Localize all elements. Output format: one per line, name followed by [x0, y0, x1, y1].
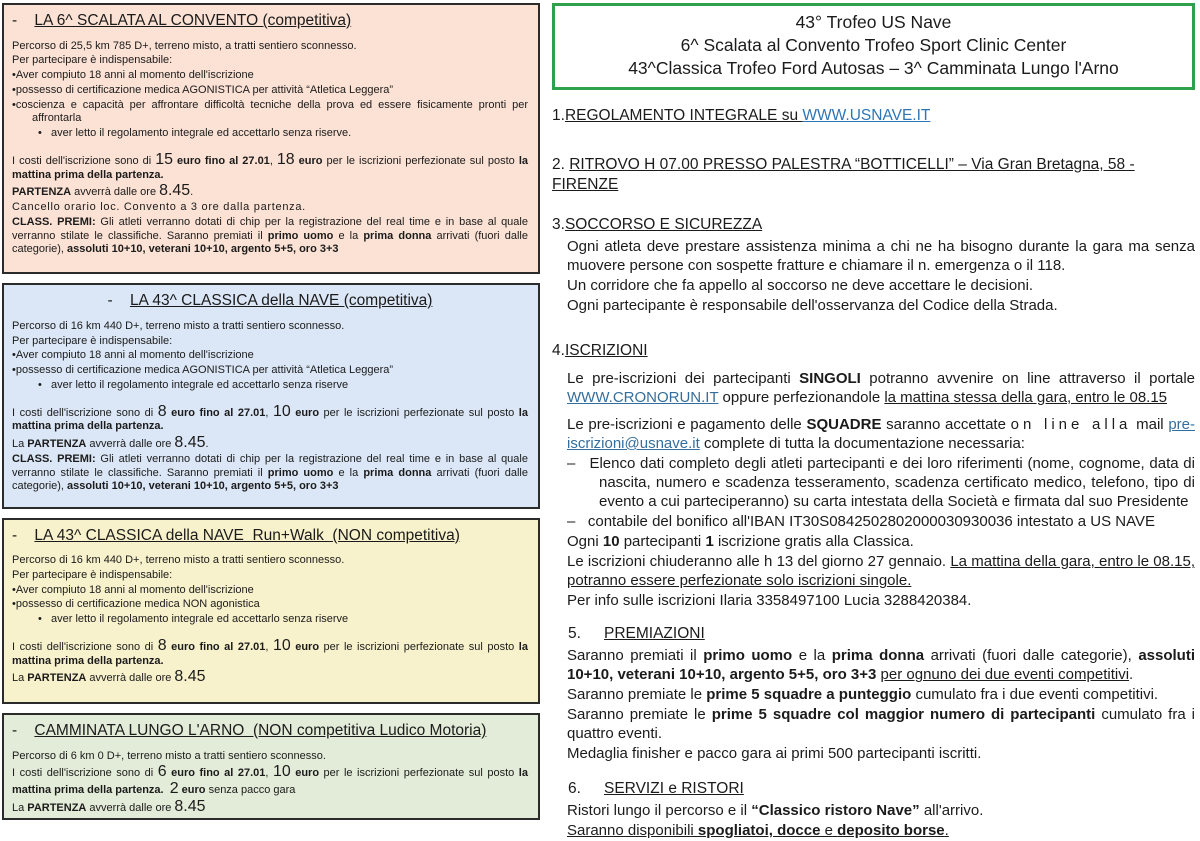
text-run: per ognuno dei due eventi competitivi [880, 666, 1130, 684]
paragraph [567, 276, 1195, 295]
text-run: 10 [272, 402, 291, 420]
race-box-camminata [2, 713, 540, 820]
text-run: 6. [568, 780, 581, 798]
box-title-camminata [12, 722, 528, 741]
text-run: 1. [552, 107, 565, 125]
text-run: PARTENZA [27, 672, 87, 685]
text-run: complete di tutta la documentazione necessaria: [699, 434, 1025, 452]
text-run: cumulato fra i due eventi competitivi. [911, 686, 1159, 704]
paragraph [12, 669, 528, 686]
paragraph [567, 744, 1195, 763]
text-run: prime 5 squadre a punteggio [706, 686, 912, 704]
text-run: Per partecipare è indispensabile: [12, 334, 173, 347]
text-run: CLASS. PREMI: [12, 215, 96, 228]
paragraph [12, 183, 528, 200]
paragraph [12, 216, 528, 257]
text-run: euro fino al 27.01 [173, 154, 270, 167]
text-run: euro [290, 406, 320, 419]
paragraph [567, 685, 1195, 704]
paragraph [567, 512, 1195, 531]
text-run: LA 6^ SCALATA AL CONVENTO (competitiva) [34, 12, 352, 29]
text-run: euro fino al 27.01 [166, 767, 266, 780]
paragraph [567, 552, 1195, 590]
text-run: , [269, 154, 277, 167]
text-run: Saranno premiate le [567, 706, 712, 724]
text-run: Per partecipare è indispensabile: [12, 568, 173, 581]
text-run: saranno accettate [881, 415, 1011, 433]
text-run: euro fino al 27.01 [166, 406, 266, 419]
paragraph [567, 415, 1195, 453]
text-run: 3. [552, 216, 565, 234]
paragraph [567, 705, 1195, 743]
text-run: primo uomo [267, 466, 334, 479]
text-run: partecipanti [619, 533, 706, 551]
text-run: assoluti 10+10, veterani 10+10, argento 5+5, oro 3+3 [67, 480, 339, 493]
text-run: avverrà dalle ore [86, 438, 175, 451]
section-regolamento [552, 106, 1195, 128]
text-run: La mattina della gara, entro le 08.15, potranno essere perfezionate solo iscrizioni singole. [567, 553, 1195, 590]
text-run: 6 [157, 763, 167, 781]
text-run: Le pre-iscrizioni e pagamento delle [567, 415, 807, 433]
text-run: 8.45 [159, 182, 191, 200]
text-run: PARTENZA [27, 801, 87, 814]
text-run: Medaglia finisher e pacco gara ai primi 500 partecipanti iscritti. [567, 745, 982, 763]
text-run: prime 5 squadre col maggior numero di partecipanti [711, 706, 1096, 724]
text-run: e [820, 822, 838, 840]
paragraph [567, 369, 1195, 407]
text-run: Ristori lungo il percorso e il [567, 802, 752, 820]
paragraph [12, 349, 528, 363]
paragraph [12, 598, 528, 612]
text-run: la mattina prima della partenza. [12, 154, 528, 181]
text-run: I costi dell'iscrizione sono di [12, 767, 158, 780]
text-run: • aver letto il regolamento integrale ed accettarlo senza riserve. [38, 127, 352, 140]
text-run: potranno avvenire on line attraverso il portale [860, 369, 1196, 387]
text-run: 10 [272, 763, 291, 781]
text-run: 5. [568, 625, 581, 643]
text-run: CAMMINATA LUNGO L'ARNO (NON competitiva Ludico Motoria) [34, 722, 487, 740]
section-heading-regolamento [552, 106, 1195, 126]
text-run: SQUADRE [806, 415, 882, 433]
text-run: Percorso di 25,5 km 785 D+, terreno misto, a tratti sentiero sconnesso. [12, 39, 357, 52]
text-run: 18 [276, 150, 295, 168]
text-run: e la [333, 466, 364, 479]
section-ritrovo [552, 155, 1195, 196]
text-run: 4. [552, 342, 565, 360]
text-run: per le iscrizioni perfezionate sul posto [319, 640, 519, 653]
text-run: cumulato fra i quattro eventi. [567, 706, 1195, 743]
text-run: Per partecipare è indispensabile: [12, 54, 173, 67]
text-run: “Classico ristoro Nave” [751, 802, 920, 820]
text-run: CLASS. PREMI: [12, 452, 96, 465]
text-run: . [1129, 666, 1134, 684]
text-run: deposito borse [837, 822, 945, 840]
paragraph [12, 554, 528, 568]
text-run: Un corridore che fa appello al soccorso ne deve accettare le decisioni. [567, 277, 1034, 295]
text-run: SINGOLI [799, 369, 861, 387]
text-run: 8.45 [174, 668, 206, 686]
paragraph [12, 201, 528, 215]
text-run: Le iscrizioni chiuderanno alle h 13 del giorno 27 gennaio. [567, 553, 951, 571]
text-run: euro [178, 784, 206, 797]
section-heading-soccorso [552, 215, 1195, 235]
text-run: prima donna [363, 229, 432, 242]
text-run: arrivati (fuori dalle categorie), [924, 647, 1139, 665]
text-run: Cancello orario loc. Convento a 3 ore dalla partenza. [12, 201, 306, 214]
text-run: SOCCORSO E SICUREZZA [564, 216, 763, 234]
text-run: Gli atleti verranno dotati di chip per la registrazione del real time e in base al quale verranno stilate le classifiche. Saranno premiati il [12, 452, 528, 479]
text-run: Ogni partecipante è responsabile dell'osservanza del Codice della Strada. [567, 297, 1058, 315]
text-run: senza pacco gara [205, 784, 296, 797]
paragraph [12, 99, 528, 127]
text-run: per le iscrizioni perfezionate sul posto [322, 154, 519, 167]
race-box-scalata [2, 3, 540, 274]
text-run: iscrizione gratis alla Classica. [713, 533, 914, 551]
text-run: I costi dell'iscrizione sono di [12, 154, 156, 167]
paragraph [12, 799, 528, 816]
left-column [2, 3, 540, 820]
text-run: 15 [155, 150, 174, 168]
text-run: •possesso di certificazione medica NON agonistica [12, 598, 260, 611]
text-run: Gli atleti verranno dotati di chip per la registrazione del real time e in base al quale verranno stilate le classifiche. Saranno premiati il [12, 215, 528, 242]
usnave-link[interactable]: WWW.USNAVE.IT [802, 107, 931, 125]
text-run: avverrà dalle ore [86, 672, 175, 685]
paragraph [567, 821, 1195, 840]
right-column [548, 3, 1198, 840]
text-run: La [12, 438, 28, 451]
event-title-line-1: 43° Trofeo US Nave [795, 12, 952, 32]
text-run: Percorso di 6 km 0 D+, terreno misto a tratti sentiero sconnesso. [12, 749, 326, 762]
paragraph [12, 569, 528, 583]
section-heading-premiazioni [568, 624, 1195, 644]
text-run: I costi dell'iscrizione sono di [12, 406, 158, 419]
paragraph [567, 296, 1195, 315]
text-run: mail [1131, 415, 1169, 433]
text-run: , [265, 640, 273, 653]
text-run: avverrà dalle ore [71, 186, 160, 199]
text-run: ISCRIZIONI [564, 342, 648, 360]
text-run: - [12, 526, 35, 544]
text-run: 1 [705, 533, 714, 551]
text-run: LA 43^ CLASSICA della NAVE Run+Walk (NON competitiva) [34, 526, 460, 544]
text-run: Saranno disponibili [567, 822, 698, 840]
paragraph [567, 237, 1195, 275]
event-title-line-3: 43^Classica Trofeo Ford Autosas – 3^ Camminata Lungo l'Arno [628, 58, 1119, 79]
text-run: – [567, 513, 588, 531]
text-run: La [12, 672, 28, 685]
paragraph [12, 453, 528, 494]
paragraph [12, 764, 528, 798]
section-heading-iscrizioni [552, 341, 1195, 361]
text-run: all'arrivo. [919, 802, 984, 820]
text-run: Percorso di 16 km 440 D+, terreno misto a tratti sentiero sconnesso. [12, 554, 345, 567]
text-run: , [265, 406, 273, 419]
text-run: •Aver compiuto 18 anni al momento dell'iscrizione [12, 349, 254, 362]
text-run: per le iscrizioni perfezionate sul posto [319, 406, 519, 419]
section-heading-ritrovo [552, 155, 1195, 194]
text-run: euro [290, 767, 320, 780]
box-title-scalata [12, 12, 528, 31]
paragraph [567, 801, 1195, 820]
text-run: I costi dell'iscrizione sono di [12, 640, 158, 653]
preiscrizioni-email-link[interactable]: pre-iscrizioni@usnave.it [567, 415, 1195, 452]
text-run: primo uomo [267, 229, 334, 242]
text-run: . [190, 186, 194, 199]
text-run: Ogni [567, 533, 603, 551]
box-title-classica [12, 292, 528, 311]
paragraph [12, 335, 528, 349]
text-run: la mattina prima della partenza. [12, 640, 528, 667]
paragraph [12, 127, 528, 141]
text-run: •coscienza e capacità per affrontare difficoltà tecniche della prova ed essere fisicamente pronti per affrontarla [12, 98, 528, 125]
section-heading-servizi [568, 779, 1195, 799]
paragraph [12, 750, 528, 764]
text-run: e la [792, 647, 832, 665]
text-run: 2 [169, 780, 179, 798]
text-run: 2. [552, 155, 570, 173]
cronorun-link[interactable]: WWW.CRONORUN.IT [567, 388, 719, 406]
text-run: RITROVO H 07.00 PRESSO PALESTRA “BOTTICELLI” – Via Gran Bretagna, 58 - FIRENZE [552, 155, 1135, 193]
text-run: Percorso di 16 km 440 D+, terreno misto a tratti sentiero sconnesso. [12, 319, 345, 332]
paragraph [567, 454, 1195, 511]
text-run: 10 [272, 636, 291, 654]
text-run: •possesso di certificazione medica AGONISTICA per attività “Atletica Leggera” [12, 364, 394, 377]
text-run: Saranno premiate le [567, 686, 707, 704]
section-servizi [552, 779, 1195, 841]
text-run: - [12, 722, 35, 740]
text-run: Per info sulle iscrizioni Ilaria 3358497100 Lucia 3288420384. [567, 592, 972, 610]
text-run: prima donna [831, 647, 925, 665]
text-run: Le pre-iscrizioni dei partecipanti [567, 369, 800, 387]
text-run: Saranno premiati il [567, 647, 704, 665]
paragraph [12, 40, 528, 54]
paragraph [12, 584, 528, 598]
text-run: arrivati (fuori dalle categorie), [12, 466, 528, 493]
paragraph [12, 613, 528, 627]
text-run: Elenco dati completo degli atleti partecipanti e dei loro riferimenti (nome, cognome, data di nascita, numero e scadenza tesseramento, scadenza certificato medico, telefono, tipo di evento a cui parteciperanno) su carta intestata della Società e firmata dal suo Presidente [589, 455, 1195, 511]
text-run: assoluti 10+10, veterani 10+10, argento 5+5, oro 3+3 [67, 243, 339, 256]
text-run: 8 [157, 402, 167, 420]
paragraph [567, 591, 1195, 610]
text-run: spogliatoi, docce [697, 822, 821, 840]
text-run: assoluti 10+10, veterani 10+10, argento 5+5, oro 3+3 [567, 647, 1195, 684]
box-title-runwalk [12, 527, 528, 546]
text-run: La [12, 801, 28, 814]
text-run: Ogni atleta deve prestare assistenza minima a chi ne ha bisogno durante la gara ma senza muovere persone con sospette fratture e chiamare il n. emergenza o il 118. [567, 237, 1195, 275]
text-run: PREMIAZIONI [604, 625, 705, 643]
text-run: •possesso di certificazione medica AGONISTICA per attività “Atletica Leggera” [12, 83, 394, 96]
text-run: • aver letto il regolamento integrale ed accettarlo senza riserve [38, 613, 349, 626]
text-run: 8 [157, 636, 167, 654]
text-run: oppure perfezionandole [718, 388, 885, 406]
text-run: prima donna [363, 466, 432, 479]
text-run: REGOLAMENTO INTEGRALE su [564, 107, 803, 125]
race-box-classica [2, 283, 540, 508]
text-run: 8.45 [174, 434, 206, 452]
text-run: on line alla [1010, 415, 1132, 433]
text-run: •Aver compiuto 18 anni al momento dell'iscrizione [12, 69, 254, 82]
text-run: la mattina stessa della gara, entro le 08.15 [884, 388, 1168, 406]
paragraph [12, 152, 528, 183]
paragraph [12, 69, 528, 83]
text-run: PARTENZA [12, 186, 72, 199]
text-run: contabile del bonifico all'IBAN IT30S0842502802000030930036 intestato a US NAVE [587, 513, 1156, 531]
paragraph [12, 320, 528, 334]
text-run: PARTENZA [27, 438, 87, 451]
event-title-line-2: 6^ Scalata al Convento Trofeo Sport Clinic Center [680, 35, 1067, 56]
text-run: e la [333, 229, 364, 242]
text-run: 8.45 [174, 797, 206, 815]
event-title-box [552, 3, 1195, 90]
text-run: euro [294, 154, 323, 167]
text-run: SERVIZI e RISTORI [604, 780, 744, 798]
text-run: •Aver compiuto 18 anni al momento dell'iscrizione [12, 583, 254, 596]
paragraph [12, 364, 528, 378]
text-run: - [107, 292, 130, 310]
text-run: avverrà dalle ore [86, 801, 175, 814]
text-run: per le iscrizioni perfezionate sul posto [319, 767, 519, 780]
text-run: arrivati (fuori dalle categorie), [12, 229, 528, 256]
paragraph [12, 435, 528, 452]
text-run: 10 [602, 533, 620, 551]
race-box-runwalk [2, 518, 540, 704]
paragraph [12, 84, 528, 98]
paragraph [567, 532, 1195, 551]
text-run: LA 43^ CLASSICA della NAVE (competitiva) [129, 292, 433, 310]
section-iscrizioni [552, 341, 1195, 611]
text-run: primo uomo [703, 647, 793, 665]
paragraph [12, 404, 528, 435]
text-run: . [944, 822, 949, 840]
text-run: – [567, 455, 590, 473]
text-run: la mattina prima della partenza. [12, 406, 528, 433]
text-run: euro [290, 640, 320, 653]
text-run: , [265, 767, 273, 780]
section-premiazioni [552, 624, 1195, 764]
text-run: - [12, 12, 35, 29]
text-run: la mattina prima della partenza. [12, 767, 528, 797]
paragraph [567, 646, 1195, 684]
text-run: • aver letto il regolamento integrale ed accettarlo senza riserve [38, 378, 349, 391]
paragraph [12, 638, 528, 669]
text-run: euro fino al 27.01 [166, 640, 266, 653]
text-run: . [205, 438, 209, 451]
paragraph [12, 54, 528, 68]
paragraph [12, 379, 528, 393]
section-soccorso [552, 215, 1195, 316]
